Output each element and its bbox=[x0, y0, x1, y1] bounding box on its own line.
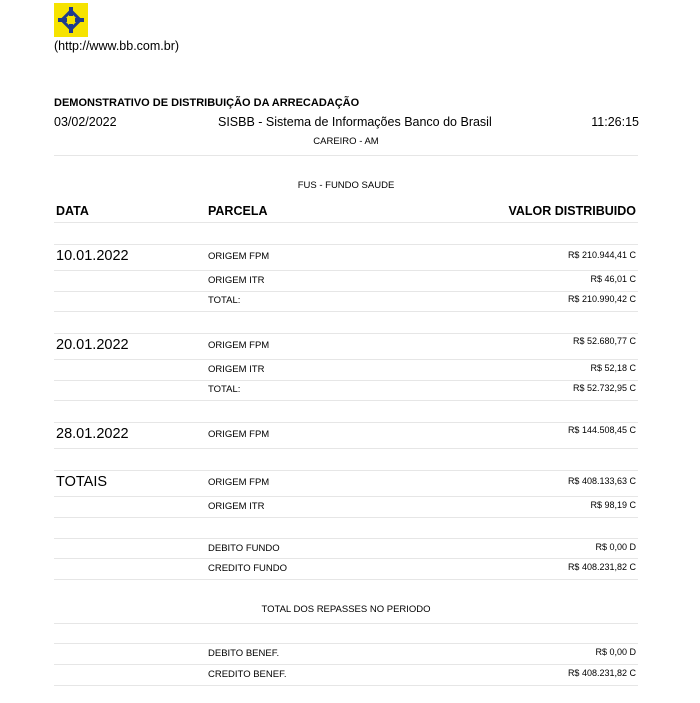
divider bbox=[54, 380, 638, 381]
row-value: R$ 408.231,82 C bbox=[567, 668, 636, 678]
divider bbox=[54, 470, 638, 471]
row-value: R$ 144.508,45 C bbox=[567, 425, 636, 435]
divider bbox=[54, 558, 638, 559]
row-value: R$ 210.944,41 C bbox=[567, 250, 636, 260]
row-label: ORIGEM FPM bbox=[208, 429, 270, 440]
group-date: 10.01.2022 bbox=[56, 248, 129, 264]
row-value: R$ 52,18 C bbox=[590, 363, 636, 373]
row-label: CREDITO BENEF. bbox=[208, 669, 287, 680]
divider bbox=[54, 496, 638, 497]
row-label: ORIGEM FPM bbox=[208, 340, 270, 351]
row-label: ORIGEM ITR bbox=[208, 275, 265, 286]
divider bbox=[54, 448, 638, 449]
divider bbox=[54, 400, 638, 401]
row-label: TOTAL: bbox=[208, 384, 241, 395]
bb-logo-icon bbox=[54, 3, 88, 37]
divider bbox=[54, 359, 638, 360]
row-label: CREDITO FUNDO bbox=[208, 563, 287, 574]
row-label: ORIGEM ITR bbox=[208, 364, 265, 375]
divider bbox=[54, 623, 638, 624]
row-label: TOTAL: bbox=[208, 295, 241, 306]
row-label: ORIGEM FPM bbox=[208, 251, 270, 262]
divider bbox=[54, 643, 638, 644]
repasses-title: TOTAL DOS REPASSES NO PERIODO bbox=[261, 604, 431, 615]
bb-logo bbox=[54, 3, 88, 37]
divider bbox=[54, 685, 638, 686]
divider bbox=[54, 333, 638, 334]
row-value: R$ 46,01 C bbox=[590, 274, 636, 284]
row-label: DEBITO BENEF. bbox=[208, 648, 280, 659]
divider bbox=[54, 422, 638, 423]
document-title: DEMONSTRATIVO DE DISTRIBUIÇÃO DA ARRECADAÇÃO bbox=[54, 97, 360, 109]
row-label: ORIGEM FPM bbox=[208, 477, 270, 488]
group-date: 20.01.2022 bbox=[56, 337, 129, 353]
column-header-date: DATA bbox=[56, 204, 89, 218]
row-value: R$ 0,00 D bbox=[595, 647, 636, 657]
row-value: R$ 408.133,63 C bbox=[567, 476, 636, 486]
divider bbox=[54, 311, 638, 312]
divider bbox=[54, 244, 638, 245]
city-name: CAREIRO - AM bbox=[313, 136, 379, 147]
divider bbox=[54, 579, 638, 580]
divider bbox=[54, 155, 638, 156]
divider bbox=[54, 291, 638, 292]
bank-url[interactable]: (http://www.bb.com.br) bbox=[54, 39, 180, 53]
fund-name: FUS - FUNDO SAUDE bbox=[297, 180, 395, 191]
divider bbox=[54, 664, 638, 665]
divider bbox=[54, 517, 638, 518]
group-date: TOTAIS bbox=[56, 474, 108, 490]
row-value: R$ 0,00 D bbox=[595, 542, 636, 552]
row-value: R$ 210.990,42 C bbox=[567, 294, 636, 304]
column-header-parcela: PARCELA bbox=[208, 204, 268, 218]
row-label: DEBITO FUNDO bbox=[208, 543, 280, 554]
divider bbox=[54, 538, 638, 539]
column-header-valor: VALOR DISTRIBUIDO bbox=[508, 204, 636, 218]
report-date: 03/02/2022 bbox=[54, 115, 117, 129]
row-label: ORIGEM ITR bbox=[208, 501, 265, 512]
row-value: R$ 52.732,95 C bbox=[572, 383, 636, 393]
divider bbox=[54, 270, 638, 271]
row-value: R$ 98,19 C bbox=[590, 500, 636, 510]
divider bbox=[54, 222, 638, 223]
group-date: 28.01.2022 bbox=[56, 426, 129, 442]
report-time: 11:26:15 bbox=[591, 115, 639, 129]
row-value: R$ 52.680,77 C bbox=[572, 336, 636, 346]
row-value: R$ 408.231,82 C bbox=[567, 562, 636, 572]
system-name: SISBB - Sistema de Informações Banco do Brasil bbox=[218, 115, 492, 129]
